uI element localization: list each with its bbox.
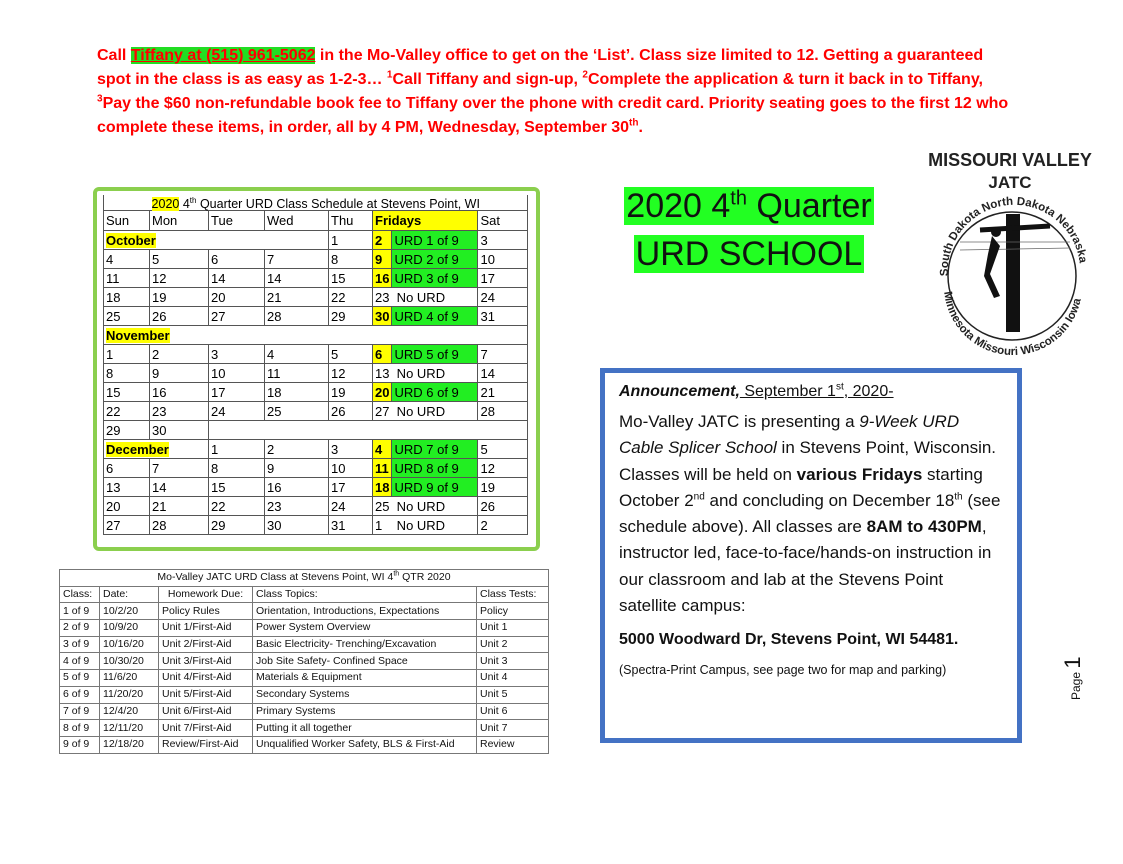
lineman-pole-icon — [960, 214, 1070, 332]
month-label-december: December — [104, 440, 209, 459]
calendar-row: October 1 2 URD 1 of 9 3 — [104, 231, 528, 250]
calendar-row: 27 28 29 30 31 1 No URD 2 — [104, 516, 528, 535]
calendar-row: 20 21 22 23 24 25 No URD 26 — [104, 497, 528, 516]
table-row: 1 of 9 10/2/20 Policy Rules Orientation, Introductions, Expectations Policy — [60, 603, 549, 620]
table-row: 5 of 9 11/6/20 Unit 4/First-Aid Materials & Equipment Unit 4 — [60, 670, 549, 687]
intro-end: . — [638, 119, 643, 136]
intro-call: Call — [97, 47, 131, 64]
logo-states-top: South Dakota North Dakota Nebraska — [938, 195, 1089, 277]
announcement-box — [600, 368, 1022, 743]
schedule-header-row: Class: Date: Homework Due: Class Topics: Class Tests: — [60, 586, 549, 603]
calendar-row: 18 19 20 21 22 23 No URD 24 — [104, 288, 528, 307]
page-title — [620, 182, 878, 278]
quarter-calendar — [103, 195, 528, 535]
logo-subtitle: JATC — [988, 173, 1032, 192]
calendar-frame — [93, 187, 540, 551]
table-row: 9 of 9 12/18/20 Review/First-Aid Unqualified Worker Safety, BLS & First-Aid Review — [60, 736, 549, 753]
table-row: 7 of 9 12/4/20 Unit 6/First-Aid Primary Systems Unit 6 — [60, 703, 549, 720]
calendar-row: 8 9 10 11 12 13 No URD 14 — [104, 364, 528, 383]
announcement-body: Mo-Valley JATC is presenting a 9-Week URD Cable Splicer School in Stevens Point, Wisconsin. Classes will be held on various Fridays starting October 2nd and concluding on December 18th (see schedule above). All classes are 8AM to 430PM, instructor led, face-to-face/hands-on instruction in our classroom and lab at the Stevens Point satellite campus: — [619, 412, 1001, 616]
table-row: 4 of 9 10/30/20 Unit 3/First-Aid Job Site Safety- Confined Space Unit 3 — [60, 653, 549, 670]
table-row: 3 of 9 10/16/20 Unit 2/First-Aid Basic Electricity- Trenching/Excavation Unit 2 — [60, 636, 549, 653]
title-line-2: URD SCHOOL — [635, 235, 863, 273]
calendar-caption: 2020 4th Quarter URD Class Schedule at Stevens Point, WI — [104, 195, 528, 211]
step-1-number: 1 — [386, 69, 393, 81]
calendar-row: 15 16 17 18 19 20 URD 6 of 9 21 — [104, 383, 528, 402]
calendar-row: 25 26 27 28 29 30 URD 4 of 9 31 — [104, 307, 528, 326]
announcement-heading: Announcement, September 1st, 2020- — [619, 381, 894, 400]
contact-highlight[interactable]: Tiffany at (515) 961-5062 — [130, 47, 316, 64]
campus-address: 5000 Woodward Dr, Stevens Point, WI 54481. — [619, 631, 959, 649]
calendar-row: 1 2 3 4 5 6 URD 5 of 9 7 — [104, 345, 528, 364]
table-row: 6 of 9 11/20/20 Unit 5/First-Aid Secondary Systems Unit 5 — [60, 686, 549, 703]
calendar-row: 22 23 24 25 26 27 No URD 28 — [104, 402, 528, 421]
calendar-row: 4 5 6 7 8 9 URD 2 of 9 10 — [104, 250, 528, 269]
schedule-caption: Mo-Valley JATC URD Class at Stevens Point, WI 4th QTR 2020 — [60, 570, 549, 587]
calendar-row: December 1 2 3 4 URD 7 of 9 5 — [104, 440, 528, 459]
calendar-row: 11 12 14 14 15 16 URD 3 of 9 17 — [104, 269, 528, 288]
step-2-number: 2 — [582, 69, 588, 81]
title-ordinal: th — [730, 187, 747, 210]
intro-ordinal: th — [629, 117, 639, 129]
month-label-november: November — [104, 326, 528, 345]
intro-paragraph — [97, 44, 1017, 140]
step-2-text: Complete the application & turn it back in to Tiffany, — [587, 71, 983, 88]
month-label-october: October — [104, 231, 329, 250]
campus-note: (Spectra-Print Campus, see page two for map and parking) — [619, 663, 947, 678]
step-3-number: 3 — [97, 93, 103, 105]
table-row: 2 of 9 10/9/20 Unit 1/First-Aid Power System Overview Unit 1 — [60, 620, 549, 637]
jatc-logo — [920, 146, 1100, 361]
title-quarter: Quarter — [746, 187, 872, 225]
calendar-row: 6 7 8 9 10 11 URD 8 of 9 12 — [104, 459, 528, 478]
calendar-row: 13 14 15 16 17 18 URD 9 of 9 19 — [104, 478, 528, 497]
logo-title: MISSOURI VALLEY — [928, 150, 1092, 170]
calendar-row: 29 30 — [104, 421, 528, 440]
step-3-text: Pay the $60 non-refundable book fee to Tiffany over the phone with credit card. Priority seating goes to the first 12 who complete these items, in order, all by 4 PM, Wednesday, September 30 — [97, 95, 1009, 136]
step-1-text: Call Tiffany and sign-up, — [392, 71, 583, 88]
table-row: 8 of 9 12/11/20 Unit 7/First-Aid Putting it all together Unit 7 — [60, 720, 549, 737]
class-schedule-table — [59, 569, 549, 754]
calendar-row — [104, 326, 528, 345]
page-number: Page 1 — [1060, 656, 1085, 700]
intro-text-1: in the Mo-Valley office to get on the ‘List’. Class size limited to 12. Getting a guaranteed spot in the class is as easy as 1-2-3… — [97, 47, 984, 88]
calendar-header-row: Sun Mon Tue Wed Thu Fridays Sat — [104, 211, 528, 231]
logo-states-bottom: Minnesota Missouri Wisconsin Iowa — [941, 290, 1084, 359]
title-year: 2020 4 — [626, 187, 731, 225]
